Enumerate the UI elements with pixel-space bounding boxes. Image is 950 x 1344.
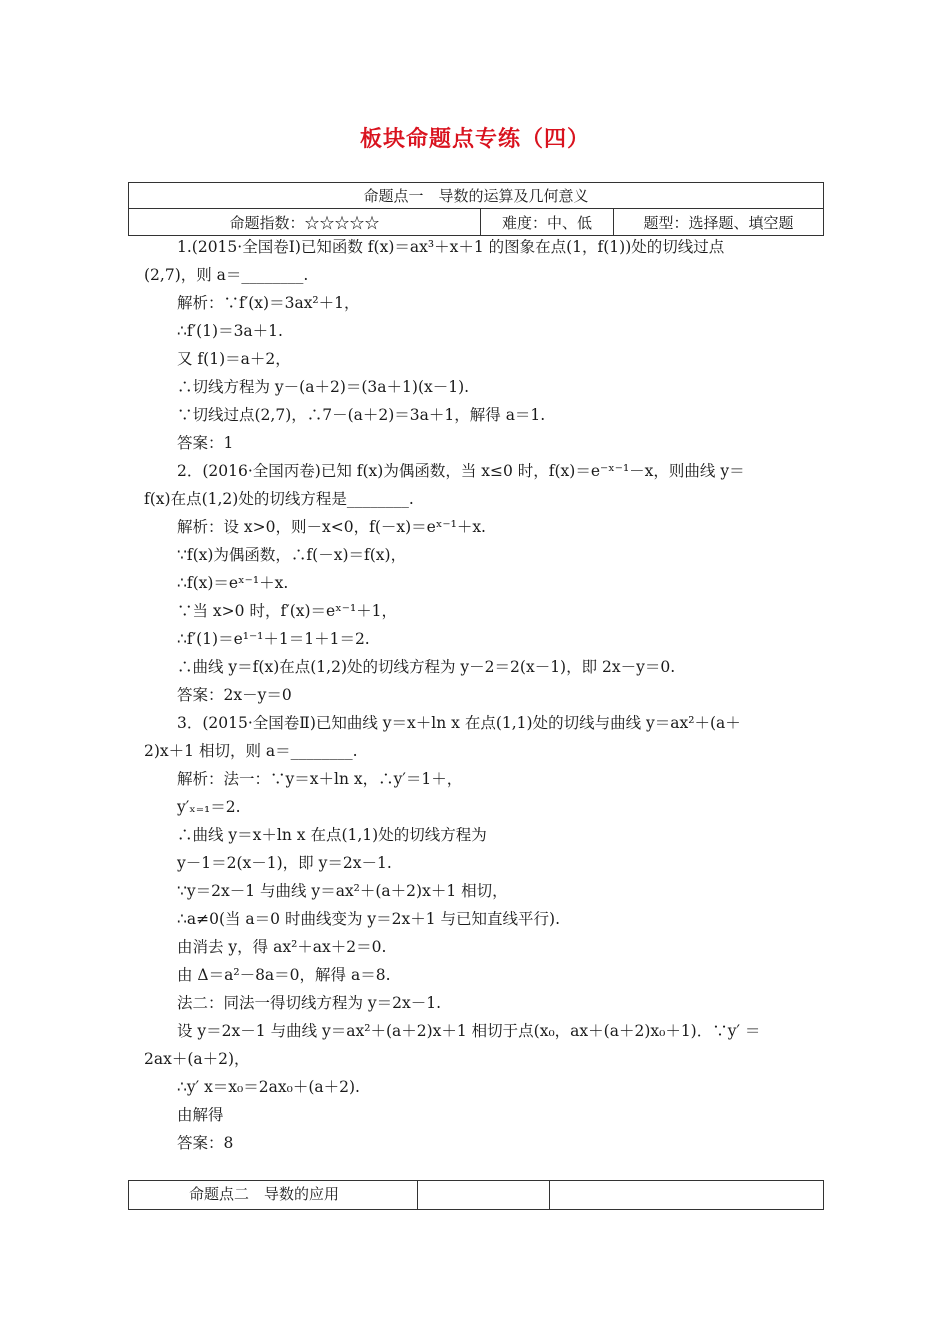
text-line: 解析：设 x>0，则－x<0，f(－x)＝eˣ⁻¹＋x. [177, 518, 486, 536]
text-line: ∵当 x>0 时，f′(x)＝eˣ⁻¹＋1， [177, 602, 398, 620]
text-line: y－1＝2(x－1)，即 y＝2x－1. [177, 854, 392, 872]
text-line: ∵f(x)为偶函数，∴f(－x)＝f(x)， [177, 546, 407, 564]
difficulty-cell: 难度：中、低 [481, 209, 614, 236]
answer-line: 答案：8 [177, 1134, 234, 1152]
text-line: ∴y′ x＝x₀＝2ax₀＋(a＋2). [177, 1078, 360, 1096]
text-line: 由消去 y，得 ax²＋ax＋2＝0. [177, 938, 387, 956]
text-line: ∴曲线 y＝x＋ln x 在点(1,1)处的切线方程为 [177, 826, 487, 844]
text-line: ∴f′(1)＝e¹⁻¹＋1＝1＋1＝2. [177, 630, 370, 648]
text-line: f(x)在点(1,2)处的切线方程是________. [144, 490, 414, 508]
text-line: ∴切线方程为 y－(a＋2)＝(3a＋1)(x－1). [177, 378, 470, 396]
text-line: 法二：同法一得切线方程为 y＝2x－1. [177, 994, 442, 1012]
text-line: 3．(2015·全国卷Ⅱ)已知曲线 y＝x＋ln x 在点(1,1)处的切线与曲线 y＝ax²＋(a＋ [177, 714, 741, 732]
answer-line: 答案：2x－y＝0 [177, 686, 292, 704]
text-line: 2)x＋1 相切，则 a＝________. [144, 742, 358, 760]
text-line: 设 y＝2x－1 与曲线 y＝ax²＋(a＋2)x＋1 相切于点(x₀，ax＋(a＋2)x₀＋1)．∵y′ ＝ [177, 1022, 761, 1040]
text-line: ∴f(x)＝eˣ⁻¹＋x. [177, 574, 289, 592]
text-line: ∵切线过点(2,7)，∴7－(a＋2)＝3a＋1，解得 a＝1. [177, 406, 546, 424]
text-line: 又 f(1)＝a＋2， [177, 350, 291, 368]
text-line: 由解得 [177, 1106, 224, 1124]
text-line: 解析：∵f′(x)＝3ax²＋1， [177, 294, 360, 312]
answer-line: 答案：1 [177, 434, 234, 452]
meta-row [129, 209, 823, 236]
topic-row [129, 183, 823, 209]
text-line: 解析：法一：∵y＝x＋ln x，∴y′＝1＋， [177, 770, 463, 788]
index-cell: 命题指数：☆☆☆☆☆ [129, 209, 481, 236]
text-line: y′ₓ₌₁＝2. [177, 798, 241, 816]
empty-cell [418, 1181, 550, 1209]
topic-title-text: 命题点二 导数的应用 [189, 1185, 340, 1203]
text-line: 1.(2015·全国卷Ⅰ)已知函数 f(x)＝ax³＋x＋1 的图象在点(1，f(1))处的切线过点 [177, 238, 725, 256]
topic-table-2 [128, 1180, 824, 1210]
empty-cell [550, 1181, 823, 1209]
topic-table-1 [128, 182, 824, 236]
page-title: 板块命题点专练（四） [359, 126, 590, 152]
text-line: 2ax＋(a＋2)， [144, 1050, 250, 1068]
text-line: ∴f′(1)＝3a＋1. [177, 322, 283, 340]
text-line: (2,7)，则 a＝________. [144, 266, 309, 284]
topic-title-cell [129, 1181, 418, 1209]
text-line: 由 Δ＝a²－8a＝0，解得 a＝8. [177, 966, 391, 984]
text-line: ∵y＝2x－1 与曲线 y＝ax²＋(a＋2)x＋1 相切， [177, 882, 508, 900]
topic-row [129, 1181, 823, 1209]
question-type-cell: 题型：选择题、填空题 [643, 214, 794, 232]
text-line: 2．(2016·全国丙卷)已知 f(x)为偶函数，当 x≤0 时，f(x)＝e⁻ˣ⁻¹－x，则曲线 y＝ [177, 462, 745, 480]
text-line: ∴曲线 y＝f(x)在点(1,2)处的切线方程为 y－2＝2(x－1)，即 2x－y＝0. [177, 658, 676, 676]
text-line: ∴a≠0(当 a＝0 时曲线变为 y＝2x＋1 与已知直线平行). [177, 910, 561, 928]
topic-title-cell: 命题点一 导数的运算及几何意义 [363, 187, 589, 205]
